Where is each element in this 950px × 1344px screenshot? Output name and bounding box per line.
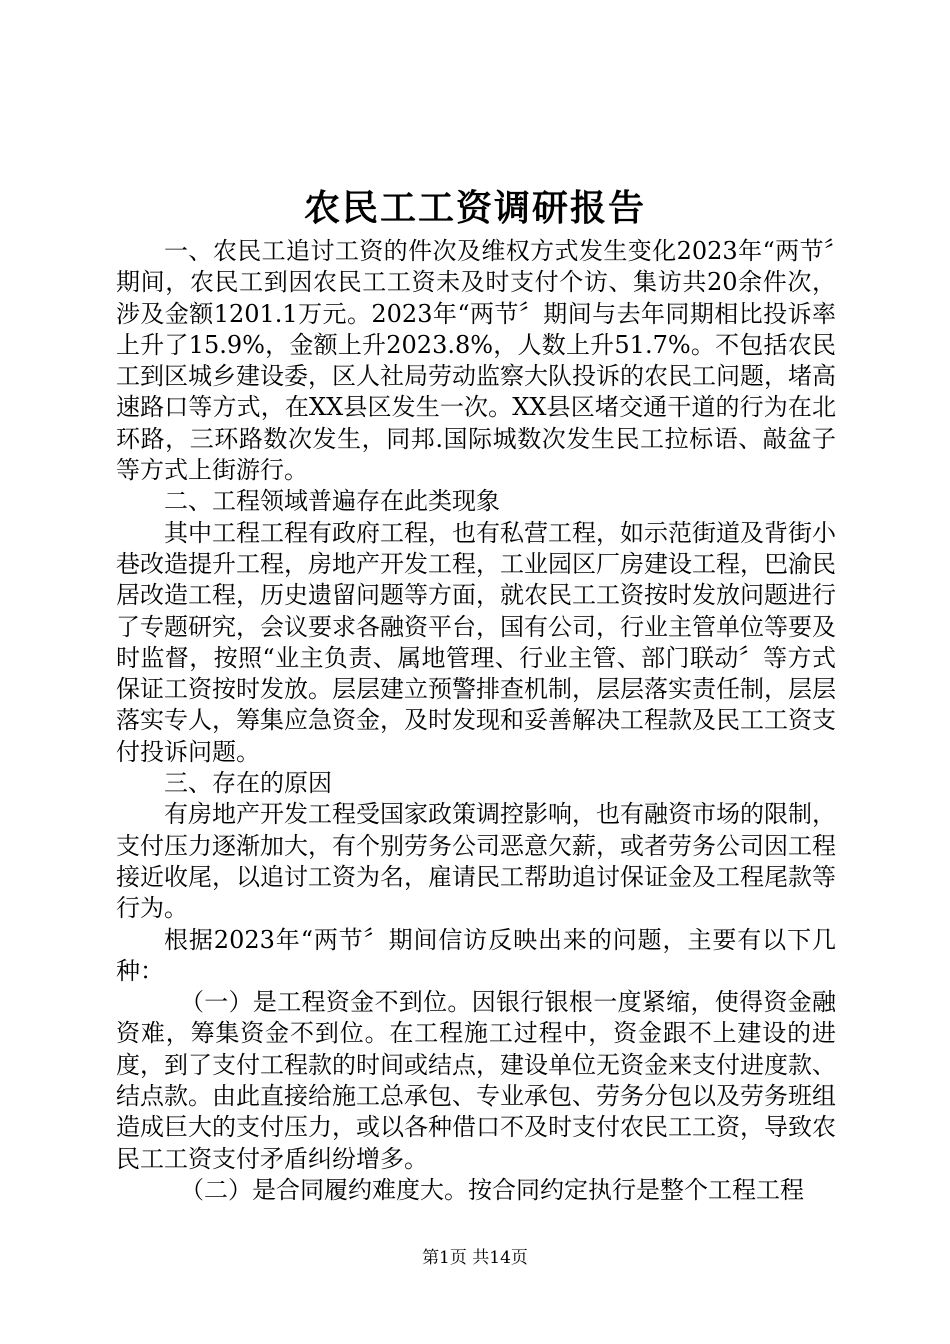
paragraph-1: 一、农民工追讨工资的件次及维权方式发生变化2023年“两节〞期间，农民工到因农民工工资未及时支付个访、集访共20余件次，涉及金额1201.1万元。2023年“两节〞期间与去年同期相比投诉率上升了15.9%，金额上升2023.8%，人数上升51.7%。不包括农民工到区城乡建设委，区人社局劳动监察大队投诉的农民工问题，堵高速路口等方式，在XX县区发生一次。XX县区堵交通干道的行为在北环路，三环路数次发生，同邦.国际城数次发生民工拉标语、敲盆子等方式上街游行。 xyxy=(116,237,836,485)
paragraph-3: 有房地产开发工程受国家政策调控影响，也有融资市场的限制，支付压力逐渐加大，有个别劳务公司恶意欠薪，或者劳务公司因工程接近收尾，以追讨工资为名，雇请民工帮助追讨保证金及工程尾款等行为。 xyxy=(116,800,836,923)
document-title: 农民工工资调研报告 xyxy=(303,187,646,229)
page-footer xyxy=(0,1246,950,1270)
heading-section-3: 三、存在的原因 xyxy=(164,769,332,798)
page-indicator: 第1页 共14页 xyxy=(422,1248,528,1268)
paragraph-5: （一）是工程资金不到位。因银行银根一度紧缩，使得资金融资难，筹集资金不到位。在工程施工过程中，资金跟不上建设的进度，到了支付工程款的时间或结点，建设单位无资金来支付进度款、结点款。由此直接给施工总承包、专业承包、劳务分包以及劳务班组造成巨大的支付压力，或以各种借口不及时支付农民工工资，导致农民工工资支付矛盾纠纷增多。 xyxy=(116,988,836,1173)
paragraph-4: 根据2023年“两节〞期间信访反映出来的问题，主要有以下几种： xyxy=(116,925,836,985)
document-body xyxy=(116,236,836,1206)
heading-section-2: 二、工程领域普遍存在此类现象 xyxy=(164,487,500,516)
paragraph-2: 其中工程工程有政府工程，也有私营工程，如示范街道及背街小巷改造提升工程，房地产开发工程，工业园区厂房建设工程，巴渝民居改造工程，历史遗留问题等方面，就农民工工资按时发放问题进行了专题研究，会议要求各融资平台，国有公司，行业主管单位等要及时监督，按照“业主负责、属地管理、行业主管、部门联动〞等方式保证工资按时发放。层层建立预警排查机制，层层落实责任制，层层落实专人，筹集应急资金，及时发现和妥善解决工程款及民工工资支付投诉问题。 xyxy=(116,518,836,766)
paragraph-6: （二）是合同履约难度大。按合同约定执行是整个工程工程 xyxy=(180,1175,804,1204)
